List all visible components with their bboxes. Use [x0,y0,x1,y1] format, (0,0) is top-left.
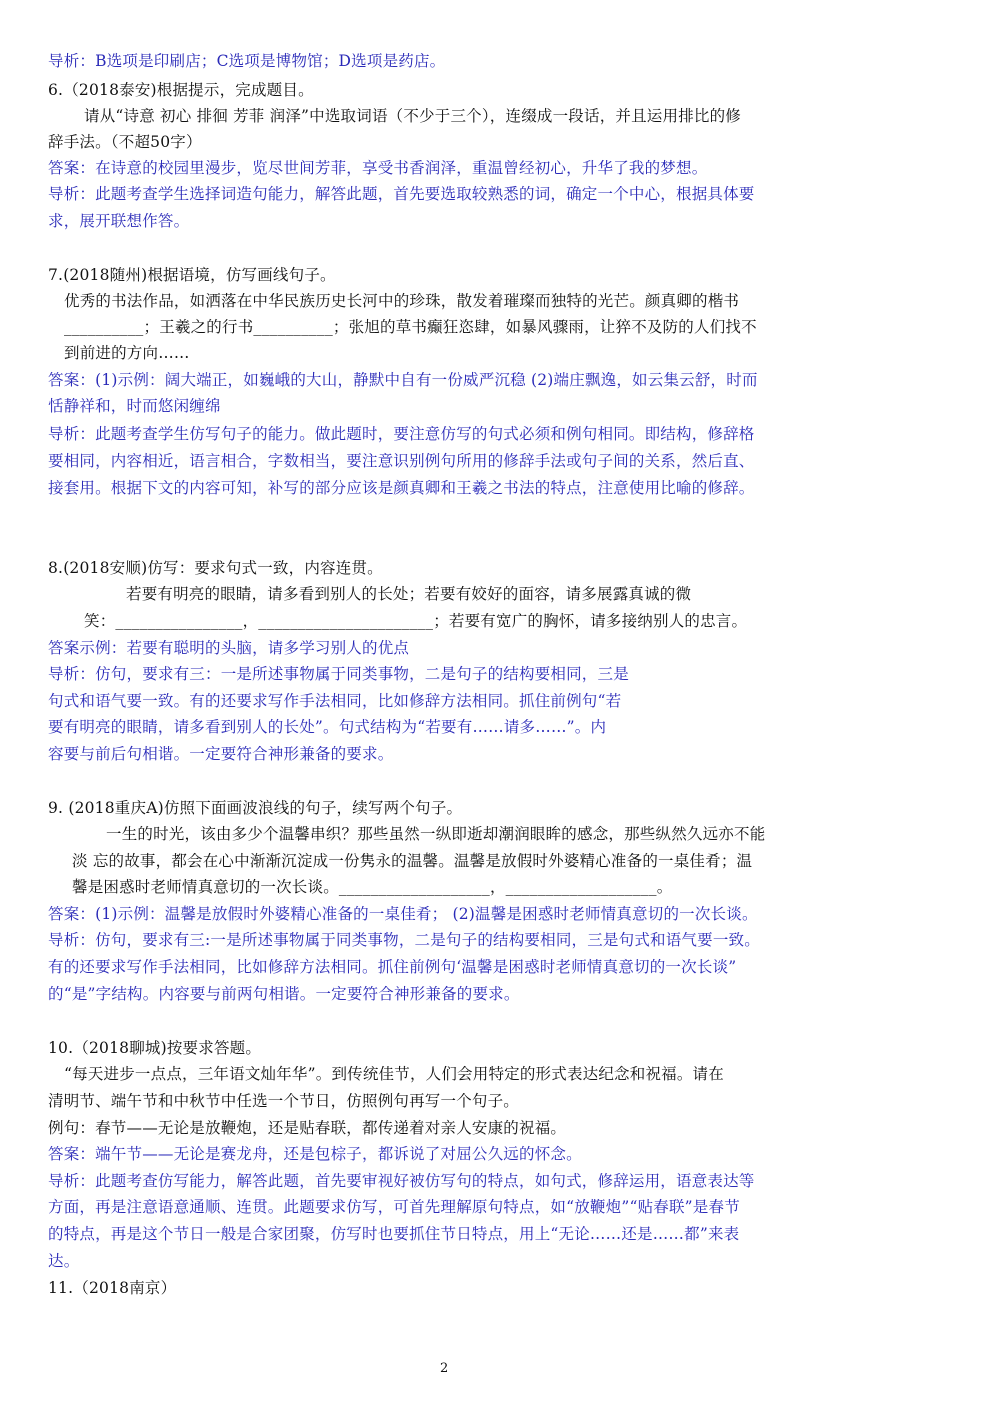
text-line: 7.(2018随州)根据语境，仿写画线句子。 [48,266,336,284]
text-line: 接套用。根据下文的内容可知，补写的部分应该是颜真卿和王羲之书法的特点，注意使用比喻的修辞。 [48,479,755,497]
text-line: 句式和语气要一致。有的还要求写作手法相同，比如修辞方法相同。抓住前例句“若 [48,692,622,710]
text-line: 一生的时光，该由多少个温馨串织？那些虽然一纵即逝却潮润眼眸的感念，那些纵然久远亦不能 [106,825,766,843]
text-line: 笑：________________，______________________；若要有宽广的胸怀，请多接纳别人的忠言。 [84,612,748,630]
text-line: 导析：此题考查学生选择词造句能力，解答此题，首先要选取较熟悉的词，确定一个中心，根据具体要 [48,185,755,203]
text-line: 导析：仿句，要求有三:一是所述事物属于同类事物，二是句子的结构要相同，三是句式和语气要一致。 [48,931,760,949]
text-line: __________；王羲之的行书__________；张旭的草书癫狂恣肆，如暴风骤雨，让猝不及防的人们找不 [64,318,757,336]
text-line: 馨是困惑时老师情真意切的一次长谈。___________________，___________________。 [72,878,673,896]
text-line: 例句：春节——无论是放鞭炮，还是贴春联，都传递着对亲人安康的祝福。 [48,1119,567,1137]
text-line: 有的还要求写作手法相同，比如修辞方法相同。抓住前例句‘温馨是困惑时老师情真意切的一次长谈” [48,958,737,976]
text-line: 导析：B选项是印刷店；C选项是博物馆；D选项是药店。 [48,52,446,70]
text-line: 要相同，内容相近，语言相合，字数相当，要注意识别例句所用的修辞手法或句子间的关系，然后直、 [48,452,755,470]
text-line: 10.（2018聊城)按要求答题。 [48,1039,262,1057]
text-line: 清明节、端午节和中秋节中任选一个节日，仿照例句再写一个句子。 [48,1092,520,1110]
text-line: 的特点，再是这个节日一般是合家团聚，仿写时也要抓住节日特点，用上“无论……还是……都”来表 [48,1225,740,1243]
text-line: 导析：仿句，要求有三：一是所述事物属于同类事物，二是句子的结构要相同，三是 [48,665,629,683]
text-line: 6.（2018泰安)根据提示，完成题目。 [48,81,314,99]
text-line: 导析：此题考查学生仿写句子的能力。做此题时，要注意仿写的句式必须和例句相同。即结构，修辞格 [48,425,755,443]
text-line: 答案：在诗意的校园里漫步，览尽世间芳菲，享受书香润泽，重温曾经初心，升华了我的梦想。 [48,159,708,177]
text-line: 答案：端午节——无论是赛龙舟，还是包棕子，都诉说了对屈公久远的怀念。 [48,1145,582,1163]
text-line: 的“是”字结构。内容要与前两句相谐。一定要符合神形兼备的要求。 [48,985,520,1003]
text-line: “每天进步一点点，三年语文灿年华”。到传统佳节，人们会用特定的形式表达纪念和祝福。请在 [64,1065,724,1083]
text-line: 优秀的书法作品，如洒落在中华民族历史长河中的珍珠，散发着璀璨而独特的光芒。颜真卿的楷书 [64,292,740,310]
text-line: 8.(2018安顺)仿写：要求句式一致，内容连贯。 [48,559,383,577]
text-line: 容要与前后句相谐。一定要符合神形兼备的要求。 [48,745,394,763]
text-line: 答案：(1)示例：温馨是放假时外婆精心准备的一桌佳肴； (2)温馨是困惑时老师情真意切的一次长谈。 [48,905,758,923]
text-line: 辞手法。（不超50字） [48,133,202,151]
text-line: 求，展开联想作答。 [48,212,190,230]
text-line: 11.（2018南京） [48,1279,177,1297]
text-line: 导析：此题考查仿写能力，解答此题，首先要审视好被仿写句的特点，如句式，修辞运用，语意表达等 [48,1172,755,1190]
text-line: 要有明亮的眼睛，请多看到别人的长处”。句式结构为“若要有……请多……”。内 [48,718,607,736]
text-line: 9. (2018重庆A)仿照下面画波浪线的句子，续写两个句子。 [48,799,463,817]
text-line: 请从“诗意 初心 排徊 芳菲 润泽”中选取词语（不少于三个），连缀成一段话，并且运用排比的修 [84,107,742,125]
text-line: 若要有明亮的眼睛，请多看到别人的长处；若要有姣好的面容，请多展露真诚的微 [126,585,692,603]
text-line: 达。 [48,1252,80,1270]
page-number: 2 [440,1361,449,1376]
text-line: 答案示例：若要有聪明的头脑，请多学习别人的优点 [48,639,410,657]
text-line: 答案：(1)示例：阔大端正，如巍峨的大山，静默中自有一份威严沉稳 (2)端庄飘逸，如云集云舒，时而 [48,371,758,389]
text-line: 方面，再是注意语意通顺、连贯。此题要求仿写，可首先理解原句特点，如“放鞭炮”“贴春联”是春节 [48,1198,740,1216]
text-line: 淡 忘的故事，都会在心中渐渐沉淀成一份隽永的温馨。温馨是放假时外婆精心准备的一桌佳肴；温 [72,852,753,870]
text-line: 恬静祥和，时而悠闲缠绵 [48,397,221,415]
text-line: 到前进的方向…… [64,344,190,362]
